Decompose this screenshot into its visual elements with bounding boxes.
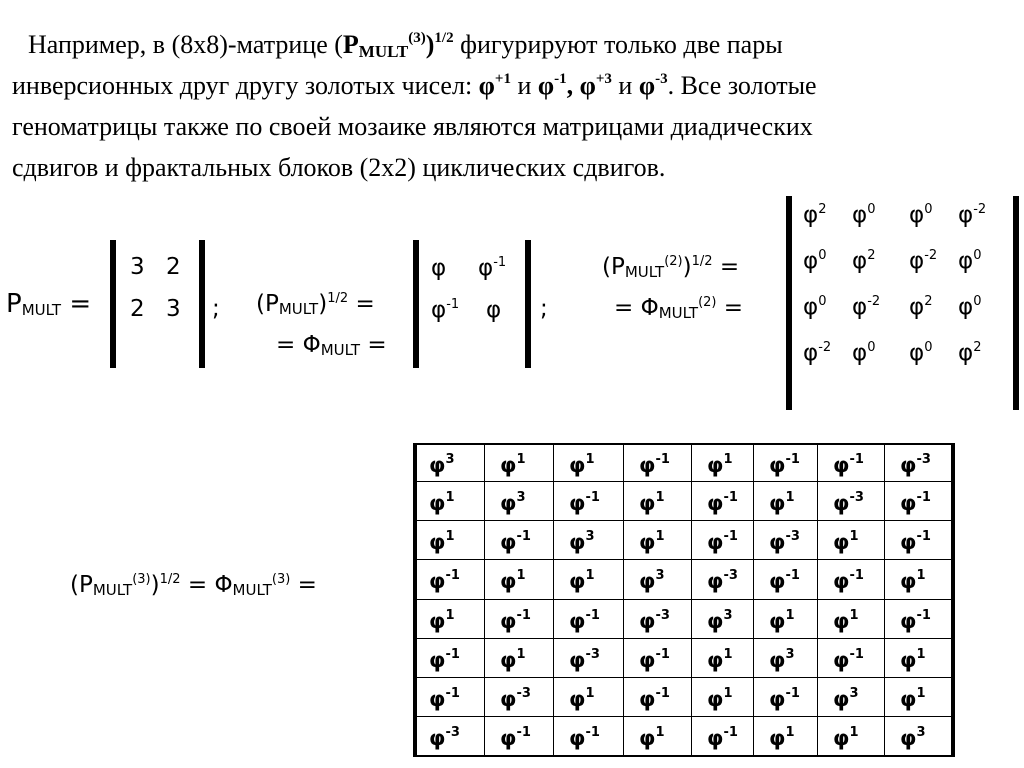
grid-cell: $\varphi^1$ <box>639 490 665 515</box>
grid-cell: $\varphi^{-1}$ <box>500 608 531 633</box>
grid-vline <box>884 443 885 756</box>
eq3-cell: $\varphi^0$ <box>852 202 876 228</box>
grid-cell: $\varphi^{-1}$ <box>639 647 670 672</box>
grid-hline <box>413 638 955 639</box>
eq1-left-bar <box>110 240 116 368</box>
eq2-cell: $\varphi^{-1}$ <box>478 255 507 281</box>
grid-hline <box>413 481 955 482</box>
grid-cell: $\varphi^{-1}$ <box>429 647 460 672</box>
grid-cell: $\varphi^1$ <box>569 568 595 593</box>
grid-cell: $\varphi^{-1}$ <box>639 686 670 711</box>
paragraph-line-4: сдвигов и фрактальных блоков (2х2) циклических сдвигов. <box>12 153 666 182</box>
paragraph-line-3: геноматрицы также по своей мозаике являются матрицами диадических <box>12 112 813 141</box>
grid-cell: $\varphi^3$ <box>500 490 526 515</box>
eq3-cell: $\varphi^0$ <box>958 248 982 274</box>
eq1-cell: 2 <box>130 296 145 322</box>
eq1-cell: 2 <box>166 254 181 280</box>
eq3-cell: $\varphi^2$ <box>803 202 827 228</box>
paragraph-line-1: Например, в (8х8)-матрице $(P_{MULT}^{(3)})^{1/2}$ фигурируют только две пары <box>28 30 783 61</box>
eq3-cell: $\varphi^2$ <box>958 340 982 366</box>
grid-cell: $\varphi^1$ <box>900 686 926 711</box>
grid-cell: $\varphi^{-3}$ <box>429 725 460 750</box>
grid-cell: $\varphi^3$ <box>429 452 455 477</box>
grid-cell: $\varphi^1$ <box>833 608 859 633</box>
eq2-lhs-line2: = ΦMULT = <box>276 332 387 359</box>
eq1-cell: 3 <box>166 296 181 322</box>
grid-cell: $\varphi^{-1}$ <box>429 686 460 711</box>
grid-cell: $\varphi^{-1}$ <box>833 647 864 672</box>
grid-cell: $\varphi^{-1}$ <box>707 529 738 554</box>
eq3-cell: $\varphi^{-2}$ <box>852 294 881 320</box>
eq2-cell: φ <box>431 255 447 281</box>
grid-vline <box>817 443 818 756</box>
grid-cell: $\varphi^{-1}$ <box>569 725 600 750</box>
eq1-cell: 3 <box>130 254 145 280</box>
grid-vline <box>691 443 692 756</box>
grid-cell: $\varphi^{-1}$ <box>569 608 600 633</box>
eq1-lhs: PMULT = <box>6 289 92 319</box>
eq1-semicolon: ; <box>212 296 220 322</box>
grid-cell: $\varphi^1$ <box>500 647 526 672</box>
grid-cell: $\varphi^3$ <box>769 647 795 672</box>
grid-vline <box>553 443 554 756</box>
grid-border-vline <box>951 443 955 756</box>
grid-cell: $\varphi^1$ <box>707 686 733 711</box>
grid-cell: $\varphi^1$ <box>569 686 595 711</box>
eq3-right-bar <box>1013 196 1019 410</box>
eq4-matrix-table <box>413 443 955 756</box>
grid-vline <box>753 443 754 756</box>
grid-cell: $\varphi^1$ <box>429 529 455 554</box>
eq3-cell: $\varphi^2$ <box>909 294 933 320</box>
grid-cell: $\varphi^{-1}$ <box>900 490 931 515</box>
eq3-cell: $\varphi^{-2}$ <box>803 340 832 366</box>
grid-cell: $\varphi^1$ <box>900 647 926 672</box>
grid-cell: $\varphi^3$ <box>900 725 926 750</box>
grid-cell: $\varphi^{-1}$ <box>900 529 931 554</box>
grid-cell: $\varphi^{-3}$ <box>900 452 931 477</box>
grid-border-vline <box>413 443 417 756</box>
eq3-lhs: (PMULT$^{(2)}$)$^{1/2}$ = <box>602 254 740 281</box>
intro-paragraph <box>12 24 1012 188</box>
grid-cell: $\varphi^{-1}$ <box>569 490 600 515</box>
grid-cell: $\varphi^{-3}$ <box>500 686 531 711</box>
eq3-left-bar <box>786 196 792 410</box>
grid-cell: $\varphi^{-1}$ <box>769 686 800 711</box>
grid-cell: $\varphi^1$ <box>639 529 665 554</box>
eq2-left-bar <box>413 240 419 368</box>
grid-cell: $\varphi^1$ <box>500 568 526 593</box>
grid-cell: $\varphi^{-3}$ <box>707 568 738 593</box>
eq1-right-bar <box>199 240 205 368</box>
grid-cell: $\varphi^{-1}$ <box>833 568 864 593</box>
grid-cell: $\varphi^{-1}$ <box>707 490 738 515</box>
grid-cell: $\varphi^{-1}$ <box>900 608 931 633</box>
grid-vline <box>623 443 624 756</box>
grid-cell: $\varphi^{-3}$ <box>769 529 800 554</box>
grid-cell: $\varphi^1$ <box>769 608 795 633</box>
grid-cell: $\varphi^{-1}$ <box>769 568 800 593</box>
grid-cell: $\varphi^3$ <box>707 608 733 633</box>
grid-cell: $\varphi^1$ <box>569 452 595 477</box>
grid-cell: $\varphi^1$ <box>707 452 733 477</box>
eq3-cell: $\varphi^0$ <box>852 340 876 366</box>
grid-cell: $\varphi^3$ <box>569 529 595 554</box>
grid-hline <box>413 755 955 757</box>
grid-cell: $\varphi^1$ <box>833 725 859 750</box>
grid-cell: $\varphi^1$ <box>769 490 795 515</box>
grid-hline <box>413 559 955 560</box>
eq3-cell: $\varphi^0$ <box>958 294 982 320</box>
grid-cell: $\varphi^{-3}$ <box>833 490 864 515</box>
eq3-cell: $\varphi^0$ <box>803 248 827 274</box>
grid-cell: $\varphi^3$ <box>833 686 859 711</box>
eq4-lhs: $(PMULT^{(3)})^{1/2}$ = $\Phi MULT^{(3)}$ = <box>70 572 317 599</box>
grid-cell: $\varphi^1$ <box>769 725 795 750</box>
grid-cell: $\varphi^1$ <box>639 725 665 750</box>
grid-cell: $\varphi^1$ <box>707 647 733 672</box>
eq2-right-bar <box>525 240 531 368</box>
grid-cell: $\varphi^{-1}$ <box>429 568 460 593</box>
eq3-cell: $\varphi^0$ <box>803 294 827 320</box>
grid-cell: $\varphi^{-1}$ <box>500 725 531 750</box>
grid-vline <box>484 443 485 756</box>
grid-cell: $\varphi^{-1}$ <box>707 725 738 750</box>
eq3-cell: $\varphi^2$ <box>852 248 876 274</box>
grid-cell: $\varphi^3$ <box>639 568 665 593</box>
grid-hline <box>413 677 955 678</box>
grid-cell: $\varphi^1$ <box>429 608 455 633</box>
grid-cell: $\varphi^1$ <box>900 568 926 593</box>
grid-cell: $\varphi^1$ <box>500 452 526 477</box>
grid-cell: $\varphi^{-1}$ <box>769 452 800 477</box>
grid-cell: $\varphi^{-1}$ <box>639 452 670 477</box>
grid-cell: $\varphi^{-3}$ <box>569 647 600 672</box>
grid-hline <box>413 716 955 717</box>
eq2-semicolon: ; <box>540 296 548 322</box>
grid-cell: $\varphi^1$ <box>833 529 859 554</box>
grid-cell: $\varphi^{-1}$ <box>833 452 864 477</box>
paragraph-line-2: инверсионных друг другу золотых чисел: $\varphi^{+1}$ и $\varphi^{-1}$, $\varphi^{+3}$ и $\varphi^{-3}$. Все золотые <box>12 71 817 100</box>
grid-hline <box>413 520 955 521</box>
grid-cell: $\varphi^1$ <box>429 490 455 515</box>
eq2-lhs: (PMULT)$^{1/2}$ = <box>256 291 375 318</box>
eq3-cell: $\varphi^{-2}$ <box>958 202 987 228</box>
eq3-cell: $\varphi^{-2}$ <box>909 248 938 274</box>
eq2-cell: $\varphi^{-1}$ <box>431 297 460 323</box>
grid-cell: $\varphi^{-3}$ <box>639 608 670 633</box>
grid-hline <box>413 599 955 600</box>
eq2-cell: φ <box>486 297 502 323</box>
eq3-lhs-line2: = $\Phi MULT^{(2)}$ = <box>614 295 744 322</box>
eq3-cell: $\varphi^0$ <box>909 340 933 366</box>
grid-hline <box>413 443 955 445</box>
grid-cell: $\varphi^{-1}$ <box>500 529 531 554</box>
eq3-cell: $\varphi^0$ <box>909 202 933 228</box>
